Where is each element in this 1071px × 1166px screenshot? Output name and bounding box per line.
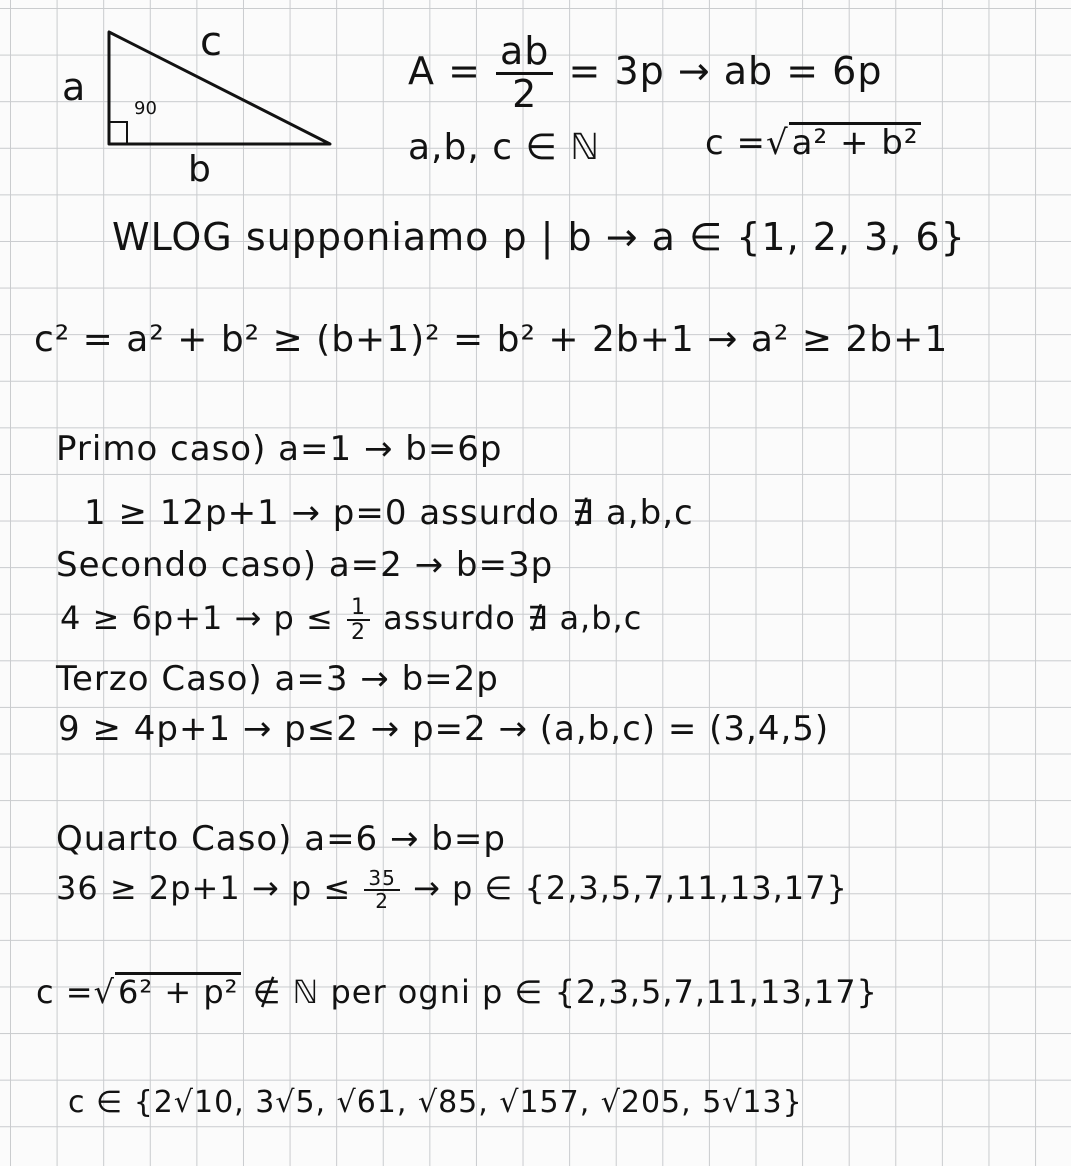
case4-body [56, 868, 848, 912]
c-rhs: ∉ ℕ per ogni p ∈ {2,3,5,7,11,13,17} [252, 973, 878, 1011]
side-label-c: c [200, 19, 222, 65]
case2-lhs: 4 ≥ 6p+1 → p ≤ [60, 599, 334, 638]
case2-heading: Secondo caso) a=2 → b=3p [56, 545, 554, 585]
right-angle-label: 90 [134, 98, 157, 119]
inequality-line: c² = a² + b² ≥ (b+1)² = b² + 2b+1 → a² ≥ 2b+1 [34, 319, 949, 360]
case4-heading: Quarto Caso) a=6 → b=p [56, 819, 506, 859]
case4-fraction [364, 868, 399, 912]
case2-numerator: 1 [347, 596, 370, 621]
c-lhs: c = [36, 973, 94, 1011]
side-label-b: b [188, 149, 211, 190]
hypotenuse-radicand: a² + b² [789, 122, 922, 162]
case3-heading: Terzo Caso) a=3 → b=2p [56, 659, 499, 699]
area-formula [408, 29, 883, 116]
c-radicand: 6² + p² [115, 972, 241, 1010]
final-set-line: c ∈ {2√10, 3√5, √61, √85, √157, √205, 5√13} [68, 1085, 803, 1120]
case3-body: 9 ≥ 4p+1 → p≤2 → p=2 → (a,b,c) = (3,4,5) [58, 709, 830, 749]
c-not-natural-line: c =√6² + p² ∉ ℕ per ogni p ∈ {2,3,5,7,11,13,17} [36, 973, 878, 1011]
case2-fraction [347, 596, 370, 644]
hypotenuse-formula: c =√a² + b² [705, 122, 921, 162]
area-denominator: 2 [512, 71, 538, 116]
area-numerator: ab [496, 32, 553, 75]
case1-body: 1 ≥ 12p+1 → p=0 assurdo ∄ a,b,c [84, 493, 694, 533]
case2-body [60, 596, 642, 644]
case4-numerator: 35 [364, 868, 399, 891]
case4-denominator: 2 [375, 889, 389, 913]
wlog-line: WLOG supponiamo p | b → a ∈ {1, 2, 3, 6} [112, 215, 966, 259]
area-lhs: A = [408, 48, 481, 93]
area-rhs: = 3p → ab = 6p [568, 48, 883, 93]
case4-rhs: → p ∈ {2,3,5,7,11,13,17} [412, 869, 848, 907]
case4-lhs: 36 ≥ 2p+1 → p ≤ [56, 869, 352, 907]
side-label-a: a [62, 65, 86, 109]
area-fraction [496, 29, 553, 116]
natural-condition: a,b, c ∈ ℕ [408, 127, 601, 168]
case1-heading: Primo caso) a=1 → b=6p [56, 429, 503, 469]
hypotenuse-lhs: c = [705, 123, 766, 163]
case2-denominator: 2 [350, 620, 366, 646]
case2-rhs: assurdo ∄ a,b,c [383, 599, 643, 638]
